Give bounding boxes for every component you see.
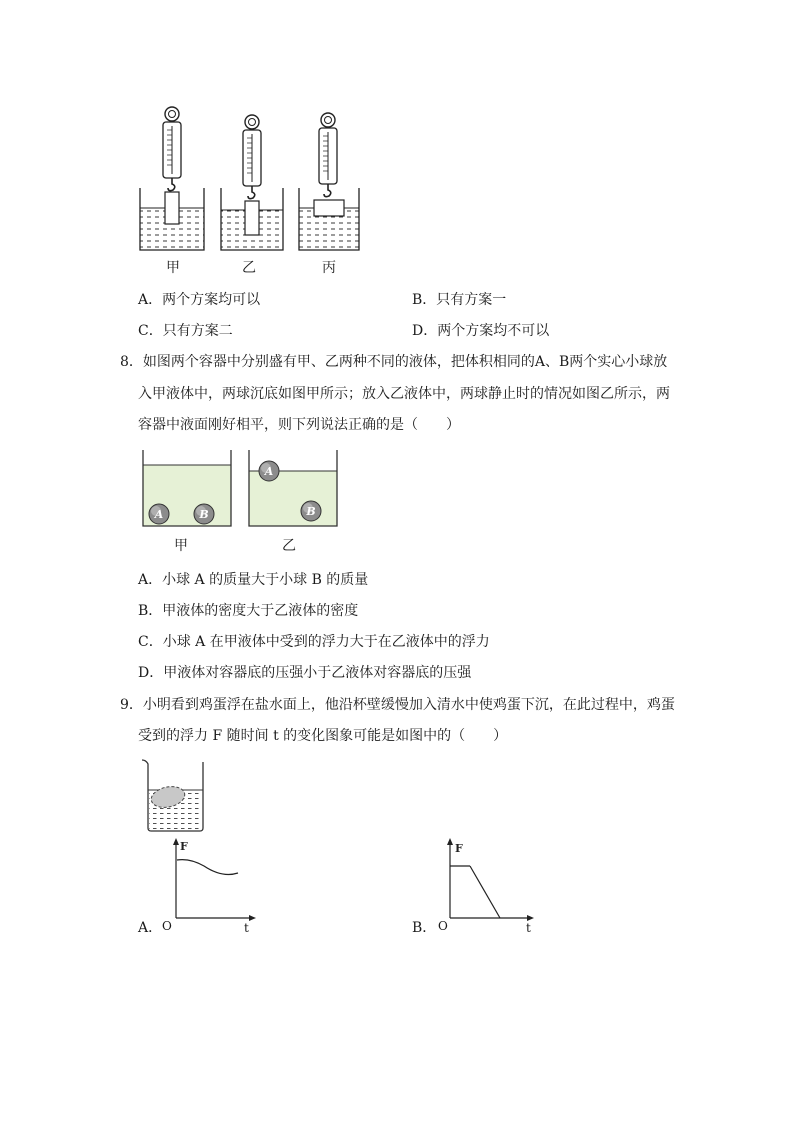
q7-option-d[interactable]: D．两个方案均不可以 <box>412 323 550 339</box>
svg-text:F: F <box>455 842 463 855</box>
q9-beaker-figure <box>138 756 208 834</box>
scale-bing <box>299 113 359 250</box>
svg-text:A: A <box>154 508 164 521</box>
q8-stem-line1: 8．如图两个容器中分别盛有甲、乙两种不同的液体，把体积相同的A、B两个实心小球放 <box>120 354 668 370</box>
q8-stem-line3: 容器中液面刚好相平，则下列说法正确的是（ ） <box>138 417 460 433</box>
spring-scale-figure <box>130 100 370 280</box>
scale-jia <box>140 107 204 250</box>
q9-graph-a-letter[interactable]: A． <box>138 920 163 936</box>
q9-stem-line2: 受到的浮力 F 随时间 t 的变化图象可能是如图中的（ ） <box>138 728 508 744</box>
q9-graph-a-origin: O <box>162 919 172 933</box>
fig-label-bing: 丙 <box>322 260 336 276</box>
fig-label-jia: 甲 <box>166 260 180 276</box>
svg-text:F: F <box>180 840 188 853</box>
q8-ball-b-yi <box>301 501 321 521</box>
q7-option-c[interactable]: C．只有方案二 <box>138 323 233 339</box>
q8-option-b[interactable]: B．甲液体的密度大于乙液体的密度 <box>138 603 359 619</box>
svg-text:B: B <box>306 505 316 518</box>
q9-stem-line1: 9．小明看到鸡蛋浮在盐水面上，他沿杯壁缓慢加入清水中使鸡蛋下沉，在此过程中，鸡蛋 <box>120 697 675 713</box>
scale-yi <box>221 115 283 250</box>
svg-text:A: A <box>264 465 274 478</box>
q9-graph-a-t-label: t <box>244 921 249 935</box>
q8-option-d[interactable]: D．甲液体对容器底的压强小于乙液体对容器底的压强 <box>138 665 472 681</box>
q8-containers-figure <box>138 446 342 532</box>
q9-graph-a <box>160 836 260 926</box>
q7-option-a[interactable]: A．两个方案均可以 <box>138 292 261 308</box>
q9-graph-b-t-label: t <box>526 921 531 935</box>
q8-ball-a-yi <box>259 461 279 481</box>
q8-fig-label-jia: 甲 <box>174 538 188 554</box>
q7-option-b[interactable]: B．只有方案一 <box>412 292 507 308</box>
q8-option-a[interactable]: A．小球 A 的质量大于小球 B 的质量 <box>138 572 369 588</box>
q8-stem-line2: 入甲液体中，两球沉底如图甲所示；放入乙液体中，两球静止时的情况如图乙所示，两 <box>138 386 670 402</box>
q9-graph-b-origin: O <box>438 919 448 933</box>
q8-ball-a-jia <box>149 504 169 524</box>
q8-ball-b-jia <box>194 504 214 524</box>
fig-label-yi: 乙 <box>242 260 256 276</box>
svg-text:B: B <box>199 508 209 521</box>
q8-option-c[interactable]: C．小球 A 在甲液体中受到的浮力大于在乙液体中的浮力 <box>138 634 490 650</box>
q9-graph-b-letter[interactable]: B． <box>412 920 437 936</box>
q9-graph-b <box>434 836 538 926</box>
q8-fig-label-yi: 乙 <box>282 538 296 554</box>
